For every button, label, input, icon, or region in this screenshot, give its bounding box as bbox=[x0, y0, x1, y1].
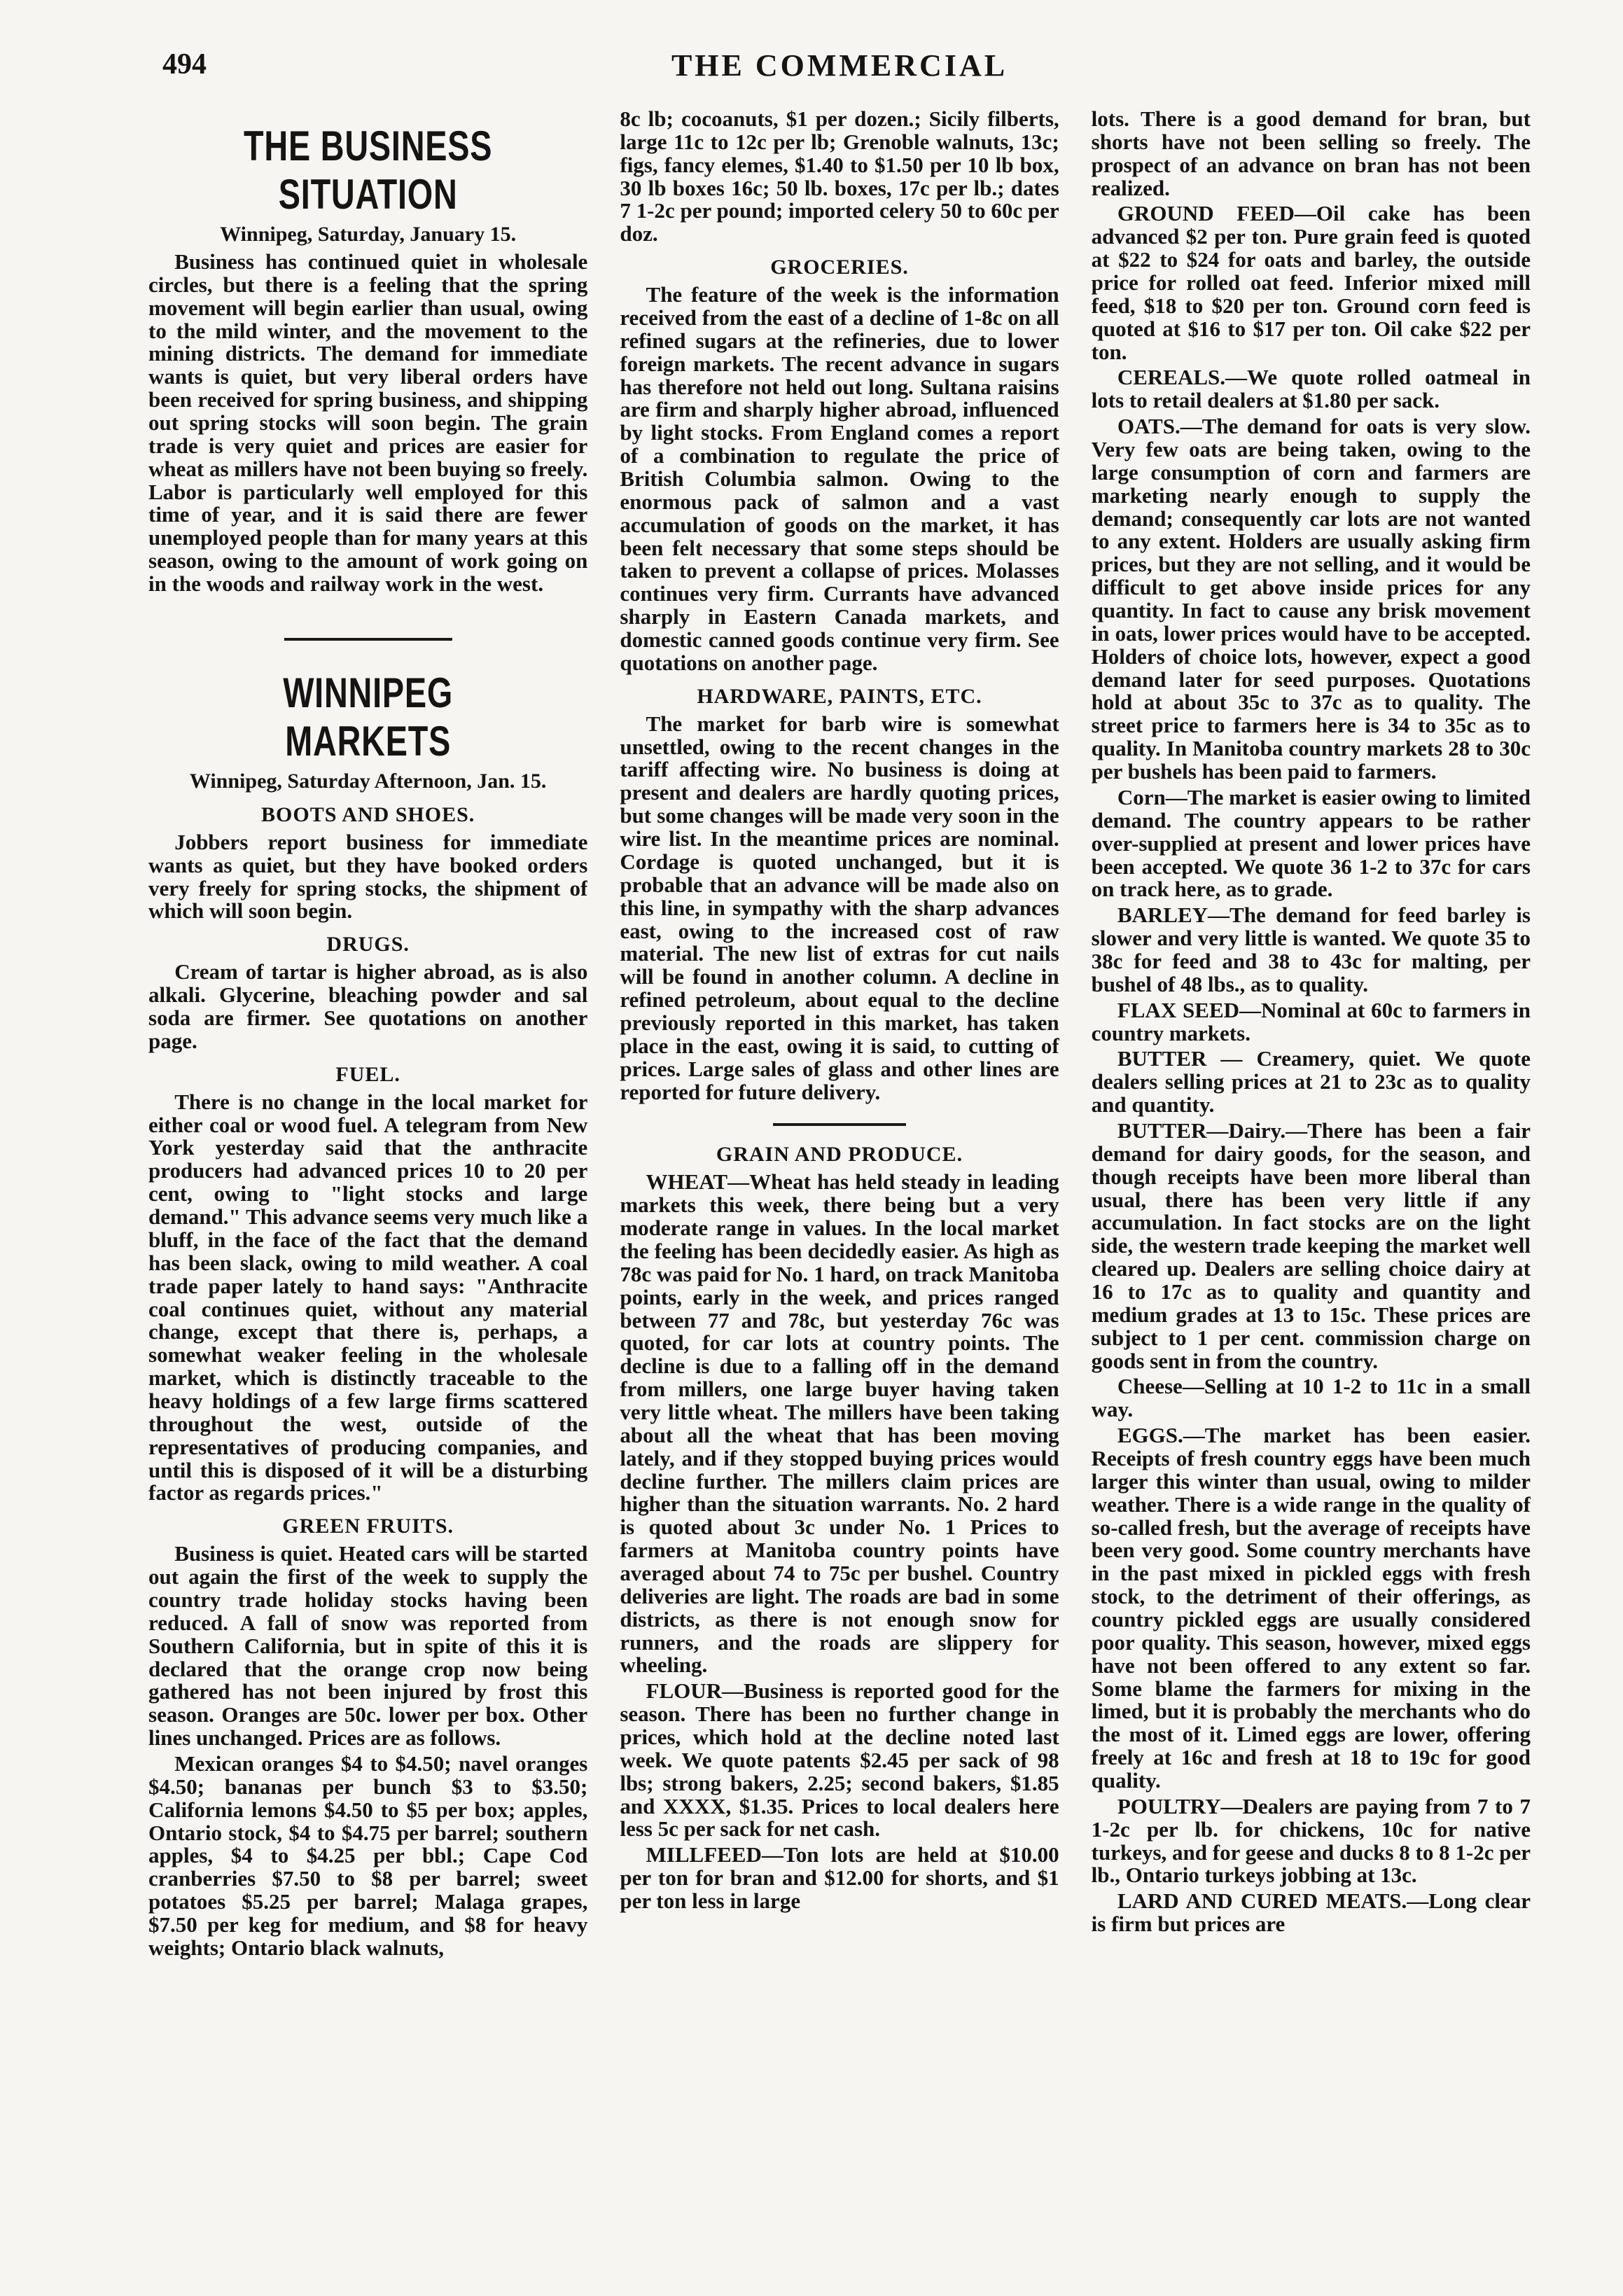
butter-dairy-paragraph: BUTTER—Dairy.—There has been a fair demand for dairy goods, for the season, and though receipts have been more liberal than usual, there has been very little if any accumulation. In fact stocks are on the light side, the western trade keeping the market well cleared up. Dealers are selling choice dairy at 16 to 17c as to quality and quantity and medium grades at 13 to 15c. These prices are subject to 1 per cent. commission charge on goods sent in from the country. bbox=[1091, 1118, 1531, 1373]
green-fruits-paragraph: Business is quiet. Heated cars will be started out again the first of the week to supply the country trade holiday stocks having been reduced. A fall of snow was reported from Southern California, but in spite of this it is declared that the orange crop now being gathered has not been injured by frost this season. Oranges are 50c. lower per box. Other lines unchanged. Prices are as follows. bbox=[148, 1541, 588, 1751]
boots-shoes-paragraph: Jobbers report business for immediate wants as quiet, but they have booked orders very freely for spring stocks, the shipment of which will soon begin. bbox=[148, 829, 588, 924]
page-number: 494 bbox=[162, 48, 207, 81]
poultry-paragraph: POULTRY—Dealers are paying from 7 to 7 1-2c per lb. for chickens, 10c for native turkeys, and for geese and ducks 8 to 8 1-2c per lb., Ontario turkeys jobbing at 13c. bbox=[1091, 1793, 1531, 1888]
barley-paragraph: BARLEY—The demand for feed barley is slower and very little is wanted. We quote 35 to 38c for feed and 38 to 43c for malting, per bushel of 48 lbs., as to quality. bbox=[1091, 903, 1531, 996]
cheese-paragraph: Cheese—Selling at 10 1-2 to 11c in a small way. bbox=[1091, 1374, 1531, 1422]
column-3 bbox=[1092, 108, 1531, 2285]
oats-paragraph: OATS.—The demand for oats is very slow. Very few oats are being taken, owing to the large consumption of corn and farmers are marketing nearly enough to supply the demand; consequently car lots are not wanted to any extent. Holders are usually asking firm prices, but they are not selling, and it would be difficult to get above inside prices for any quantity. In fact to cause any brisk movement in oats, lower prices would have to be accepted. Holders of choice lots, however, expect a good demand later for seed purposes. Quotations hold at about 35c to 37c as to quality. The street price to farmers here is 34 to 35c as to quality. In Manitoba country markets 28 to 30c per bushels has been paid to farmers. bbox=[1091, 414, 1531, 784]
column-1 bbox=[148, 108, 587, 2285]
ground-feed-paragraph: GROUND FEED—Oil cake has been advanced $2 per ton. Pure grain feed is quoted at $22 to $24 for oats and barley, the outside price for rolled oat feed. Inferior mixed mill feed, $18 to $20 per ton. Ground corn feed is quoted at $16 to $17 per ton. Oil cake $22 per ton. bbox=[1091, 201, 1531, 364]
fruits-continued-paragraph: 8c lb; cocoanuts, $1 per dozen.; Sicily filberts, large 11c to 12c per lb; Grenoble walnuts, 13c; figs, fancy elemes, $1.40 to $1.50 per 10 lb box, 30 lb boxes 16c; 50 lb. boxes, 17c per lb.; dates 7 1-2c per pound; imported celery 50 to 60c per doz. bbox=[620, 108, 1059, 246]
section-divider bbox=[773, 1123, 906, 1126]
green-fruits-heading: GREEN FRUITS. bbox=[282, 1515, 454, 1538]
corn-paragraph: Corn—The market is easier owing to limited demand. The country appears to be rather over-supplied at present and lower prices have been accepted. We quote 36 1-2 to 37c for cars on track here, as to grade. bbox=[1091, 784, 1531, 902]
winnipeg-markets-heading: WINNIPEG MARKETS bbox=[283, 669, 454, 765]
groceries-paragraph: The feature of the week is the information received from the east of a decline of 1-8c on all refined sugars at the refineries, due to lower foreign markets. The recent advance in sugars has therefore not held out long. Sultana raisins are firm and sharply higher abroad, influenced by light stocks. From England comes a report of a combination to regulate the price of British Columbia salmon. Owing to the enormous pack of salmon and a vast accumulation of goods on the market, it has been felt necessary that some steps should be taken to prevent a collapse of prices. Molasses continues very firm. Currants have advanced sharply in Eastern Canada markets, and domestic canned goods continue very firm. See quotations on another page. bbox=[620, 282, 1059, 675]
wheat-paragraph: WHEAT—Wheat has held steady in leading markets this week, there being but a very moderate range in values. In the local market the feeling has been decidedly easier. As high as 78c was paid for No. 1 hard, on track Manitoba points, early in the week, and prices ranged between 77 and 78c, but yesterday 76c was quoted, for car lots at country points. The decline is due to a falling off in the demand from millers, one large buyer having taken very little wheat. The millers have been taking about all the wheat that has been moving lately, and if they stopped buying prices would decline further. The millers claim prices are higher than the situation warrants. No. 2 hard is quoted about 3c under No. 1 Prices to farmers at Manitoba country points have averaged about 74 to 75c per bushel. Country deliveries are light. The roads are bad in some districts, as there is not enough snow for runners, and the roads are slippery for wheeling. bbox=[620, 1169, 1059, 1678]
lard-cured-meats-paragraph: LARD AND CURED MEATS.—Long clear is firm but prices are bbox=[1091, 1888, 1531, 1937]
running-title: THE COMMERCIAL bbox=[671, 48, 1008, 83]
hardware-paragraph: The market for barb wire is somewhat unsettled, owing to the recent changes in the tariff affecting wire. No business is doing at present and dealers are hardly quoting prices, but some changes will be made very soon in the wire list. In the meantime prices are nominal. Cordage is quoted unchanged, but it is probable that an advance will be made also on this line, in sympathy with the sharp advances east, owing to the increased cost of raw material. The new list of extras for cut nails will be found in another column. A decline in refined petroleum, about equal to the decline previously reported in this market, has taken place in the east, owing it is said, to cutting of prices. Large sales of glass and other lines are reported for future delivery. bbox=[620, 711, 1059, 1104]
drugs-heading: DRUGS. bbox=[326, 933, 410, 956]
butter-creamery-paragraph: BUTTER — Creamery, quiet. We quote dealers selling prices at 21 to 23c as to quality and quantity. bbox=[1091, 1046, 1531, 1118]
columns bbox=[148, 108, 1531, 2285]
page-header bbox=[148, 42, 1531, 91]
fuel-heading: FUEL. bbox=[335, 1062, 400, 1086]
eggs-paragraph: EGGS.—The market has been easier. Receipts of fresh country eggs have been much larger this winter than usual, owing to milder weather. There is a wide range in the quality of so-called fresh, but the average of receipts have been very good. Some country merchants have in the past mixed in pickled eggs with fresh stock, to the detriment of their offerings, as country pickled eggs are usually considered poor quality. This season, however, mixed eggs have not been offered to any extent so far. Some blame the farmers for mixing in the limed, but it is probably the merchants who do the most of it. Limed eggs are lower, offering freely at 16c and fresh at 18 to 19c for good quality. bbox=[1091, 1423, 1531, 1793]
millfeed-continued-paragraph: lots. There is a good demand for bran, but shorts have not been selling so freely. The prospect of an advance on bran has not been realized. bbox=[1091, 108, 1531, 200]
business-dateline: Winnipeg, Saturday, January 15. bbox=[220, 223, 517, 246]
section-divider bbox=[284, 638, 452, 641]
business-paragraph: Business has continued quiet in wholesale circles, but there is a feeling that the spring movement will begin earlier than usual, owing to the mild winter, and the movement to the mining districts. The demand for immediate wants is quiet, but very liberal orders have been received for spring business, and shipping out spring stocks will soon begin. The grain trade is very quiet and prices are easier for wheat as millers have not been buying so freely. Labor is particularly well employed for this time of year, and it is said there are fewer unemployed people than for many years at this season, owing to the amount of work going on in the woods and railway work in the west. bbox=[148, 249, 588, 597]
green-fruits-prices: Mexican oranges $4 to $4.50; navel oranges $4.50; bananas per bunch $3 to $3.50; California lemons $4.50 to $5 per box; apples, Ontario stock, $4 to $4.75 per barrel; southern apples, $4 to $4.25 per bbl.; Cape Cod cranberries $7.50 to $8 per barrel; sweet potatoes $5.25 per barrel; Malaga grapes, $7.50 per keg for medium, and $8 for heavy weights; Ontario black walnuts, bbox=[148, 1751, 588, 1960]
boots-shoes-heading: BOOTS AND SHOES. bbox=[261, 802, 475, 826]
millfeed-paragraph: MILLFEED—Ton lots are held at $10.00 per ton for bran and $12.00 for shorts, and $1 per ton less in large bbox=[620, 1842, 1059, 1914]
markets-dateline: Winnipeg, Saturday Afternoon, Jan. 15. bbox=[189, 769, 547, 793]
column-2 bbox=[620, 108, 1059, 2285]
cereals-paragraph: CEREALS.—We quote rolled oatmeal in lots to retail dealers at $1.80 per sack. bbox=[1091, 365, 1531, 413]
grain-produce-heading: GRAIN AND PRODUCE. bbox=[716, 1143, 963, 1167]
groceries-heading: GROCERIES. bbox=[770, 256, 909, 279]
flour-paragraph: FLOUR—Business is reported good for the season. There has been no further change in prices, which hold at the decline noted last week. We quote patents $2.45 per sack of 98 lbs; strong bakers, 2.25; second bakers, $1.85 and XXXX, $1.35. Prices to local dealers here less 5c per sack for net cash. bbox=[620, 1678, 1059, 1842]
flax-seed-paragraph: FLAX SEED—Nominal at 60c to farmers in country markets. bbox=[1091, 997, 1531, 1045]
fuel-paragraph: There is no change in the local market for either coal or wood fuel. A telegram from New York yesterday said that the anthracite producers had advanced prices 10 to 20 per cent, owing to "light stocks and large demand." This advance seems very much like a bluff, in the face of the fact that the demand has been slack, owing to mild weather. A coal trade paper lately to hand says: "Anthracite coal continues quiet, without any material change, except that there is, perhaps, a somewhat weaker feeling in the wholesale market, which is distinctly traceable to the heavy holdings of a few large firms scattered throughout the west, outside of the representatives of producing companies, and until this is disposed of it will be a disturbing factor as regards prices." bbox=[148, 1089, 588, 1505]
drugs-paragraph: Cream of tartar is higher abroad, as is also alkali. Glycerine, bleaching powder and sal soda are firmer. See quotations on another page. bbox=[148, 959, 588, 1053]
hardware-heading: HARDWARE, PAINTS, ETC. bbox=[697, 684, 982, 708]
business-situation-heading: THE BUSINESS SITUATION bbox=[244, 123, 493, 218]
